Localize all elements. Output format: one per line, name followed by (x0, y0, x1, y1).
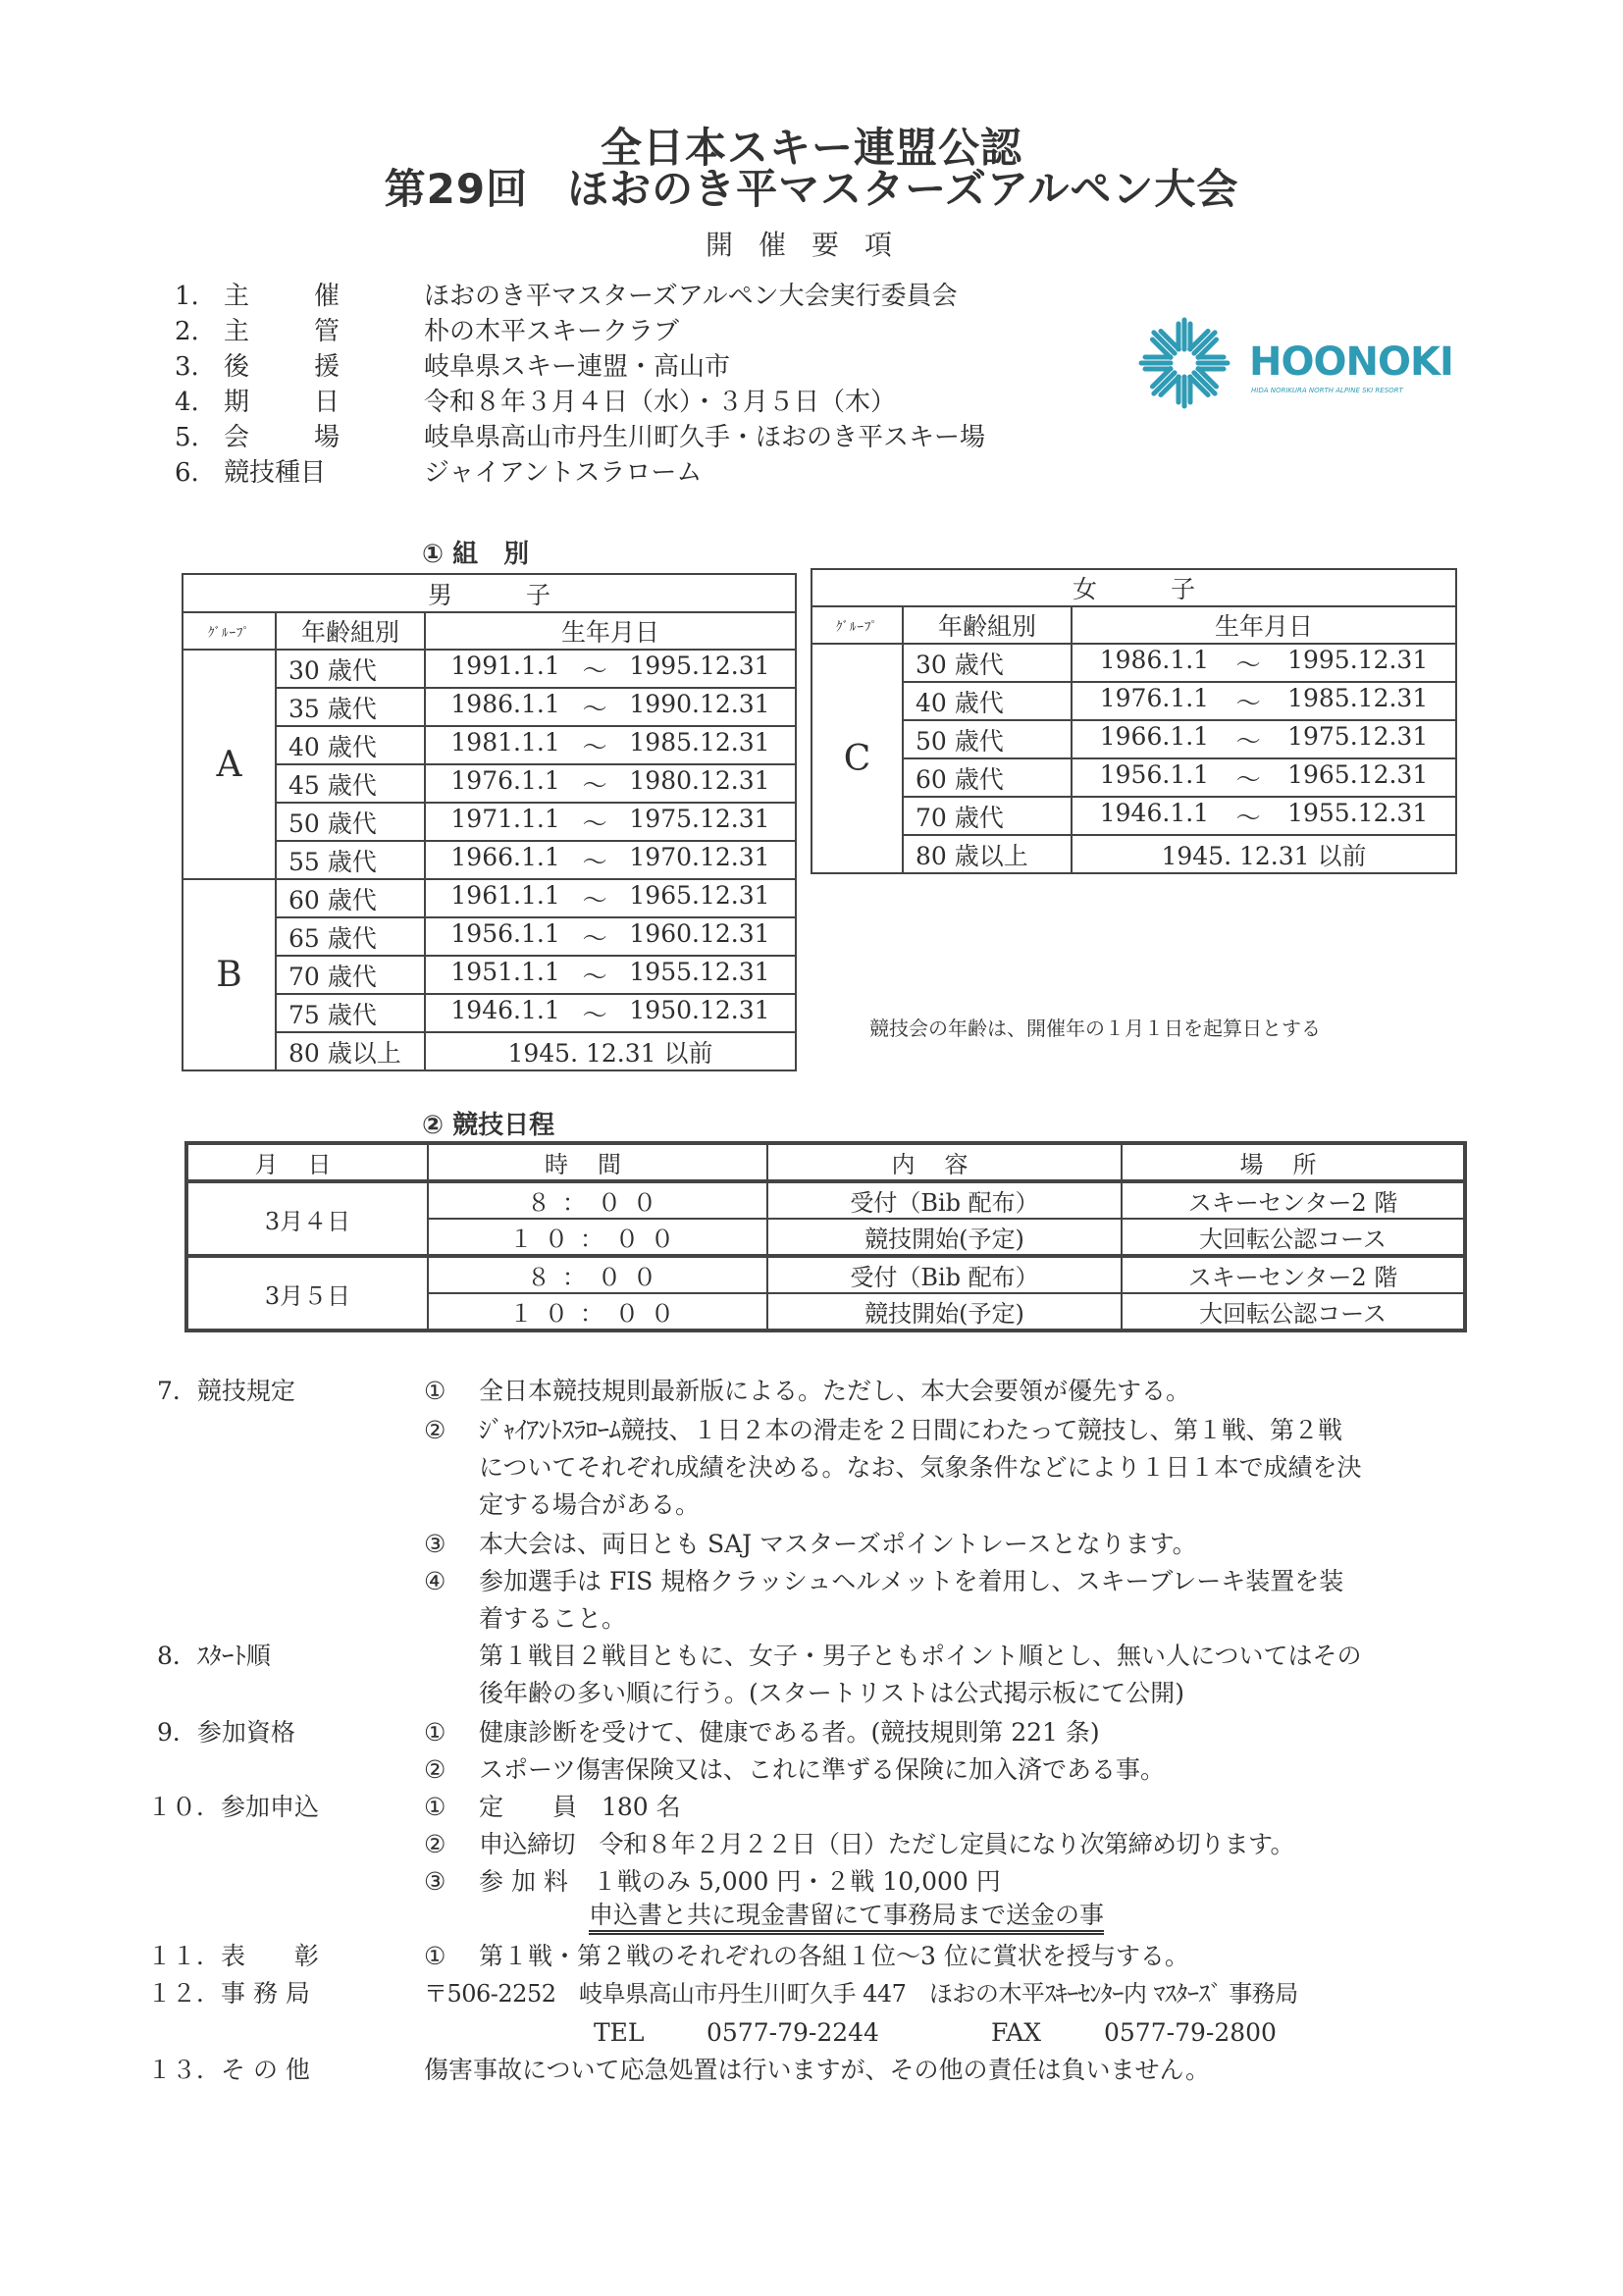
schedule-date: 3月４日 (186, 1181, 428, 1256)
groups-section-title: ① 組 別 (422, 540, 530, 569)
rule-7-2-line-1: ｼﾞｬｲｱﾝﾄｽﾗﾛｰﾑ競技、１日２本の滑走を２日間にわたって競技し、第１戦、第２戦 (479, 1416, 1342, 1444)
rule-11-1-mark: ① (424, 1942, 446, 1970)
schedule-place: 大回転公認コース (1122, 1293, 1465, 1331)
section-10-label: １０．参加申込 (147, 1793, 320, 1821)
age-class: 65 歳代 (276, 917, 425, 956)
rule-8-line-1: 第１戦目２戦目ともに、女子・男子ともポイント順とし、無い人についてはその (479, 1642, 1362, 1670)
event-name: ほおのき平マスターズアルペン大会 (567, 165, 1239, 213)
women-table-title: 女 子 (812, 569, 1456, 606)
age-calculation-note: 競技会の年齢は、開催年の１月１日を起算日とする (869, 1017, 1321, 1040)
fax-label: FAX (991, 2018, 1042, 2047)
rule-9-2-mark: ② (424, 1755, 446, 1784)
birth-range: 1951.1.1 ～ 1955.12.31 (425, 956, 796, 994)
office-address: 〒506-2252 岐阜県高山市丹生川町久手 447 ほおの木平ｽｷｰｾﾝﾀｰ内 ﾏｽﾀｰｽﾞ 事務局 (424, 1980, 1298, 2008)
overview-item-organizer: 1. 主 催 ほおのき平マスターズアルペン大会実行委員会 (175, 282, 958, 311)
overview-item-venue: 5. 会 場 岐阜県高山市丹生川町久手・ほおのき平スキー場 (175, 423, 986, 452)
birth-range: 1986.1.1 ～ 1995.12.31 (1072, 644, 1456, 682)
group-label-b: B (183, 879, 276, 1070)
men-table-title: 男 子 (183, 574, 796, 612)
age-class: 60 歳代 (276, 879, 425, 917)
age-class: 75 歳代 (276, 994, 425, 1032)
tel-label: TEL (594, 2018, 645, 2047)
birth-range: 1981.1.1 ～ 1985.12.31 (425, 726, 796, 764)
rule-10-1: 定 員 180 名 (479, 1793, 681, 1821)
rule-7-4-line-1: 参加選手は FIS 規格クラッシュヘルメットを着用し、スキーブレーキ装置を装 (479, 1567, 1344, 1595)
schedule-content: 競技開始(予定) (767, 1219, 1122, 1256)
birth-range: 1971.1.1 ～ 1975.12.31 (425, 803, 796, 841)
col-header-birth: 生年月日 (1072, 606, 1456, 644)
col-header-content: 内容 (767, 1143, 1122, 1181)
rule-7-1: 全日本競技規則最新版による。ただし、本大会要領が優先する。 (479, 1377, 1191, 1405)
age-class: 70 歳代 (903, 797, 1072, 835)
overview-item-support: 3. 後 援 岐阜県スキー連盟・高山市 (175, 352, 731, 382)
schedule-time: ８：００ (428, 1181, 767, 1219)
schedule-time: １０：００ (428, 1293, 767, 1331)
rule-10-2-mark: ② (424, 1830, 446, 1858)
rule-9-1-mark: ① (424, 1718, 446, 1747)
schedule-content: 受付（Bib 配布） (767, 1256, 1122, 1293)
rule-11-1: 第１戦・第２戦のそれぞれの各組１位～3 位に賞状を授与する。 (479, 1942, 1189, 1970)
title-line-1: 全日本スキー連盟公認 (600, 124, 1022, 172)
col-header-birth: 生年月日 (425, 612, 796, 650)
schedule-place: 大回転公認コース (1122, 1219, 1465, 1256)
rule-7-3: 本大会は、両日とも SAJ マスターズポイントレースとなります。 (479, 1530, 1197, 1558)
age-class: 55 歳代 (276, 841, 425, 879)
birth-range: 1956.1.1 ～ 1965.12.31 (1072, 758, 1456, 797)
hoonoki-logo (1133, 312, 1457, 420)
rule-7-3-mark: ③ (424, 1530, 446, 1558)
age-class: 35 歳代 (276, 688, 425, 726)
schedule-place: スキーセンター2 階 (1122, 1256, 1465, 1293)
rule-7-2-line-2: についてそれぞれ成績を決める。なお、気象条件などにより１日１本で成績を決 (479, 1453, 1362, 1482)
age-class: 45 歳代 (276, 764, 425, 803)
section-8-label: 8．ｽﾀｰﾄ順 (157, 1642, 271, 1670)
group-label-c: C (812, 644, 903, 873)
tel-number: 0577-79-2244 (707, 2018, 879, 2047)
overview-item-event: 6. 競技種目 ジャイアントスラローム (175, 458, 703, 488)
birth-range: 1946.1.1 ～ 1950.12.31 (425, 994, 796, 1032)
rule-7-4-line-2: 着すること。 (479, 1604, 627, 1633)
edition-number: 第29回 (384, 165, 529, 213)
birth-range: 1961.1.1 ～ 1965.12.31 (425, 879, 796, 917)
birth-range: 1945. 12.31 以前 (425, 1032, 796, 1070)
schedule-content: 受付（Bib 配布） (767, 1181, 1122, 1219)
rule-7-1-mark: ① (424, 1377, 446, 1405)
col-header-date: 月日 (186, 1143, 428, 1181)
age-class: 80 歳以上 (276, 1032, 425, 1070)
group-label-a: A (183, 650, 276, 879)
birth-range: 1991.1.1 ～ 1995.12.31 (425, 650, 796, 688)
birth-range: 1966.1.1 ～ 1970.12.31 (425, 841, 796, 879)
age-class: 50 歳代 (903, 720, 1072, 758)
rule-9-2: スポーツ傷害保険又は、これに準ずる保険に加入済である事。 (479, 1755, 1166, 1784)
age-class: 50 歳代 (276, 803, 425, 841)
women-groups-table (811, 568, 1457, 874)
col-header-group: ｸﾞﾙｰﾌﾟ (183, 612, 276, 650)
schedule-place: スキーセンター2 階 (1122, 1181, 1465, 1219)
rule-10-2: 申込締切 令和８年２月２２日（日）ただし定員になり次第締め切ります。 (479, 1830, 1295, 1858)
age-class: 30 歳代 (276, 650, 425, 688)
rule-7-2-mark: ② (424, 1416, 446, 1444)
men-groups-table (182, 573, 797, 1071)
schedule-time: １０：００ (428, 1219, 767, 1256)
age-class: 40 歳代 (276, 726, 425, 764)
logo-tagline: HIDA NORIKURA NORTH ALPINE SKI RESORT (1251, 387, 1403, 394)
birth-range: 1976.1.1 ～ 1985.12.31 (1072, 682, 1456, 720)
overview-item-manager: 2. 主 管 朴の木平スキークラブ (175, 317, 680, 346)
col-header-age: 年齢組別 (903, 606, 1072, 644)
rule-10-3-mark: ③ (424, 1867, 446, 1896)
title-line-2 (0, 157, 1623, 216)
section-13-label: １３．そ の 他 (147, 2056, 310, 2084)
birth-range: 1976.1.1 ～ 1980.12.31 (425, 764, 796, 803)
schedule-section-title: ② 競技日程 (422, 1111, 555, 1140)
fax-number: 0577-79-2800 (1104, 2018, 1277, 2047)
schedule-table (184, 1141, 1467, 1332)
rule-10-1-mark: ① (424, 1793, 446, 1821)
birth-range: 1966.1.1 ～ 1975.12.31 (1072, 720, 1456, 758)
rule-13: 傷害事故について応急処置は行いますが、その他の責任は負いません。 (424, 2056, 1211, 2084)
rule-8-line-2: 後年齢の多い順に行う。(スタートリストは公式掲示板にて公開) (479, 1679, 1185, 1707)
section-7-label: 7．競技規定 (157, 1377, 295, 1405)
document-subtitle: 開催要項 (705, 229, 917, 261)
age-class: 70 歳代 (276, 956, 425, 994)
age-class: 40 歳代 (903, 682, 1072, 720)
schedule-date: 3月５日 (186, 1256, 428, 1331)
schedule-content: 競技開始(予定) (767, 1293, 1122, 1331)
age-class: 80 歳以上 (903, 835, 1072, 873)
col-header-group: ｸﾞﾙｰﾌﾟ (812, 606, 903, 644)
rule-9-1: 健康診断を受けて、健康である者。(競技規則第 221 条) (479, 1718, 1100, 1747)
birth-range: 1986.1.1 ～ 1990.12.31 (425, 688, 796, 726)
logo-brand-text: HOONOKI (1249, 339, 1453, 385)
col-header-time: 時間 (428, 1143, 767, 1181)
rule-7-2-line-3: 定する場合がある。 (479, 1490, 701, 1519)
birth-range: 1946.1.1 ～ 1955.12.31 (1072, 797, 1456, 835)
remittance-notice: 申込書と共に現金書留にて事務局まで送金の事 (589, 1901, 1104, 1935)
rule-7-4-mark: ④ (424, 1567, 446, 1595)
schedule-time: ８：００ (428, 1256, 767, 1293)
overview-item-date: 4. 期 日 令和８年３月４日（水）・３月５日（木） (175, 388, 897, 417)
section-11-label: １１．表 彰 (147, 1942, 320, 1970)
rule-10-3: 参 加 料 １戦のみ 5,000 円・２戦 10,000 円 (479, 1867, 1001, 1896)
section-9-label: 9．参加資格 (157, 1718, 295, 1747)
birth-range: 1956.1.1 ～ 1960.12.31 (425, 917, 796, 956)
birth-range: 1945. 12.31 以前 (1072, 835, 1456, 873)
age-class: 60 歳代 (903, 758, 1072, 797)
age-class: 30 歳代 (903, 644, 1072, 682)
col-header-place: 場所 (1122, 1143, 1465, 1181)
section-12-label: １２．事 務 局 (147, 1979, 310, 2008)
col-header-age: 年齢組別 (276, 612, 425, 650)
